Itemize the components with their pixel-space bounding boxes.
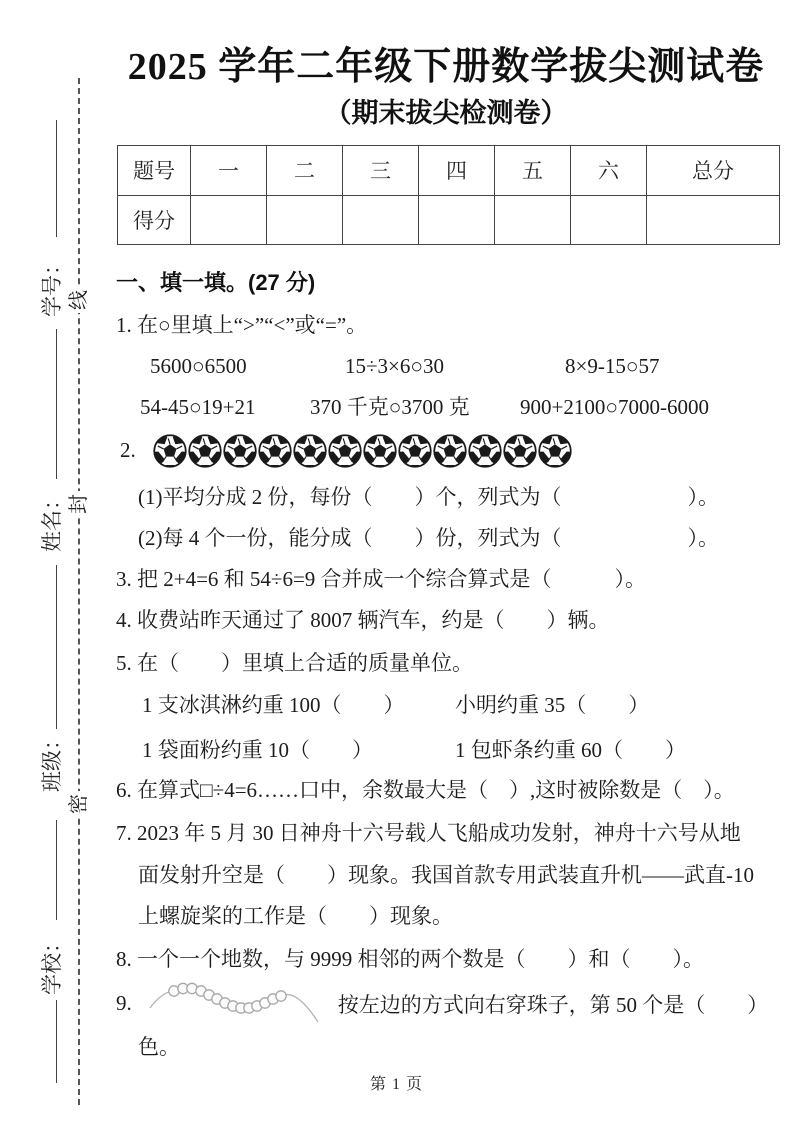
- question-1: 1. 在○里填上“>”“<”或“=”。: [116, 312, 368, 337]
- score-table-header-row: [118, 145, 780, 195]
- score-table-empty-cell: [343, 195, 419, 244]
- blank-line: [37, 120, 57, 237]
- question-4: 4. 收费站昨天通过了 8007 辆汽车，约是（ ）辆。: [116, 607, 610, 632]
- page-subtitle: （期末拔尖检测卷）: [324, 97, 568, 128]
- question-1-expressions-row2: [112, 392, 780, 422]
- soccer-ball-icon: [362, 433, 398, 469]
- soccer-ball-icon: [432, 433, 468, 469]
- score-table-cell: 六: [571, 145, 647, 195]
- score-table-cell: 四: [419, 145, 495, 195]
- blank-line: [37, 329, 57, 479]
- seal-dashed-line: [78, 78, 80, 1105]
- expression: 370 千克○3700 克: [310, 394, 470, 419]
- score-table-cell: 得分: [118, 195, 191, 244]
- soccer-balls: [152, 433, 572, 469]
- score-table-cell: 三: [343, 145, 419, 195]
- question-2-number: 2.: [120, 438, 136, 463]
- question-7-line2: 面发射升空是（ ）现象。我国首款专用武装直升机——武直-10: [138, 862, 754, 887]
- score-table-empty-cell: [419, 195, 495, 244]
- expression: 8×9-15○57: [565, 353, 660, 378]
- question-2-sub1: (1)平均分成 2 份，每份（ ）个，列式为（ ）。: [138, 484, 719, 509]
- name-label: 姓名：: [40, 489, 64, 552]
- blank-line: [37, 565, 57, 729]
- item: 1 袋面粉约重 10（ ）: [142, 737, 373, 762]
- expression: 5600○6500: [150, 353, 247, 378]
- soccer-ball-icon: [187, 433, 223, 469]
- main-content: [112, 30, 780, 1073]
- soccer-ball-icon: [222, 433, 258, 469]
- question-8: 8. 一个一个地数，与 9999 相邻的两个数是（ ）和（ ）。: [116, 946, 704, 971]
- question-9-text: 按左边的方式向右穿珠子，第 50 个是（ ）: [337, 992, 769, 1017]
- item: 1 支冰淇淋约重 100（ ）: [142, 692, 405, 717]
- question-2: [112, 428, 780, 474]
- soccer-ball-icon: [467, 433, 503, 469]
- school-label: 学校：: [40, 932, 64, 995]
- expression: 15÷3×6○30: [345, 353, 445, 378]
- score-table-empty-cell: [571, 195, 647, 244]
- expression: 54-45○19+21: [140, 394, 256, 419]
- score-table-score-row: [118, 195, 780, 244]
- soccer-ball-icon: [397, 433, 433, 469]
- seal-char-feng: 封: [66, 491, 92, 517]
- question-5-row1: [112, 690, 780, 720]
- soccer-ball-icon: [502, 433, 538, 469]
- bead-icon: [276, 990, 286, 1000]
- question-2-sub2: (2)每 4 个一份，能分成（ ）份，列式为（ ）。: [138, 525, 719, 550]
- beads-string-image: [144, 978, 324, 1030]
- page-number: 第 1 页: [369, 1076, 423, 1093]
- student-id-label: 学号：: [40, 254, 64, 317]
- soccer-ball-icon: [327, 433, 363, 469]
- page-title: 2025 学年二年级下册数学拔尖测试卷: [127, 46, 765, 88]
- score-table-cell: 一: [191, 145, 267, 195]
- expression: 900+2100○7000-6000: [520, 394, 710, 419]
- soccer-ball-icon: [537, 433, 573, 469]
- soccer-ball-icon: [152, 433, 188, 469]
- item: 1 包虾条约重 60（ ）: [455, 737, 686, 762]
- question-9: [112, 978, 780, 1030]
- score-table-cell: 二: [267, 145, 343, 195]
- score-table-empty-cell: [191, 195, 267, 244]
- question-5: 5. 在（ ）里填上合适的质量单位。: [116, 650, 473, 675]
- question-1-expressions-row1: [112, 351, 780, 381]
- student-info-strip: [37, 120, 67, 1083]
- score-table-empty-cell: [267, 195, 343, 244]
- class-label: 班级：: [40, 729, 64, 792]
- score-table-empty-cell: [495, 195, 571, 244]
- seal-line-strip: [66, 78, 92, 1105]
- soccer-ball-icon: [257, 433, 293, 469]
- question-9-number: 9.: [116, 991, 132, 1016]
- score-table: [117, 145, 780, 245]
- question-3: 3. 把 2+4=6 和 54÷6=9 合并成一个综合算式是（ ）。: [116, 566, 647, 591]
- soccer-ball-icon: [292, 433, 328, 469]
- section-heading: 一、填一填。(27 分): [116, 269, 316, 295]
- question-6: 6. 在算式□÷4=6……口中，余数最大是（ ）,这时被除数是（ ）。: [116, 777, 735, 802]
- score-table-cell: 五: [495, 145, 571, 195]
- question-9-text2: 色。: [138, 1034, 180, 1059]
- blank-line: [37, 820, 57, 920]
- score-table-cell: 题号: [118, 145, 191, 195]
- seal-char-xian: 线: [66, 287, 92, 313]
- score-table-empty-cell: [647, 195, 780, 244]
- question-7-line3: 上螺旋桨的工作是（ ）现象。: [138, 903, 453, 928]
- score-table-cell: 总分: [647, 145, 780, 195]
- question-5-row2: [112, 735, 780, 765]
- item: 小明约重 35（ ）: [455, 692, 650, 717]
- question-7-line1: 7. 2023 年 5 月 30 日神舟十六号载人飞船成功发射，神舟十六号从地: [116, 820, 741, 845]
- seal-char-mi: 密: [66, 791, 92, 817]
